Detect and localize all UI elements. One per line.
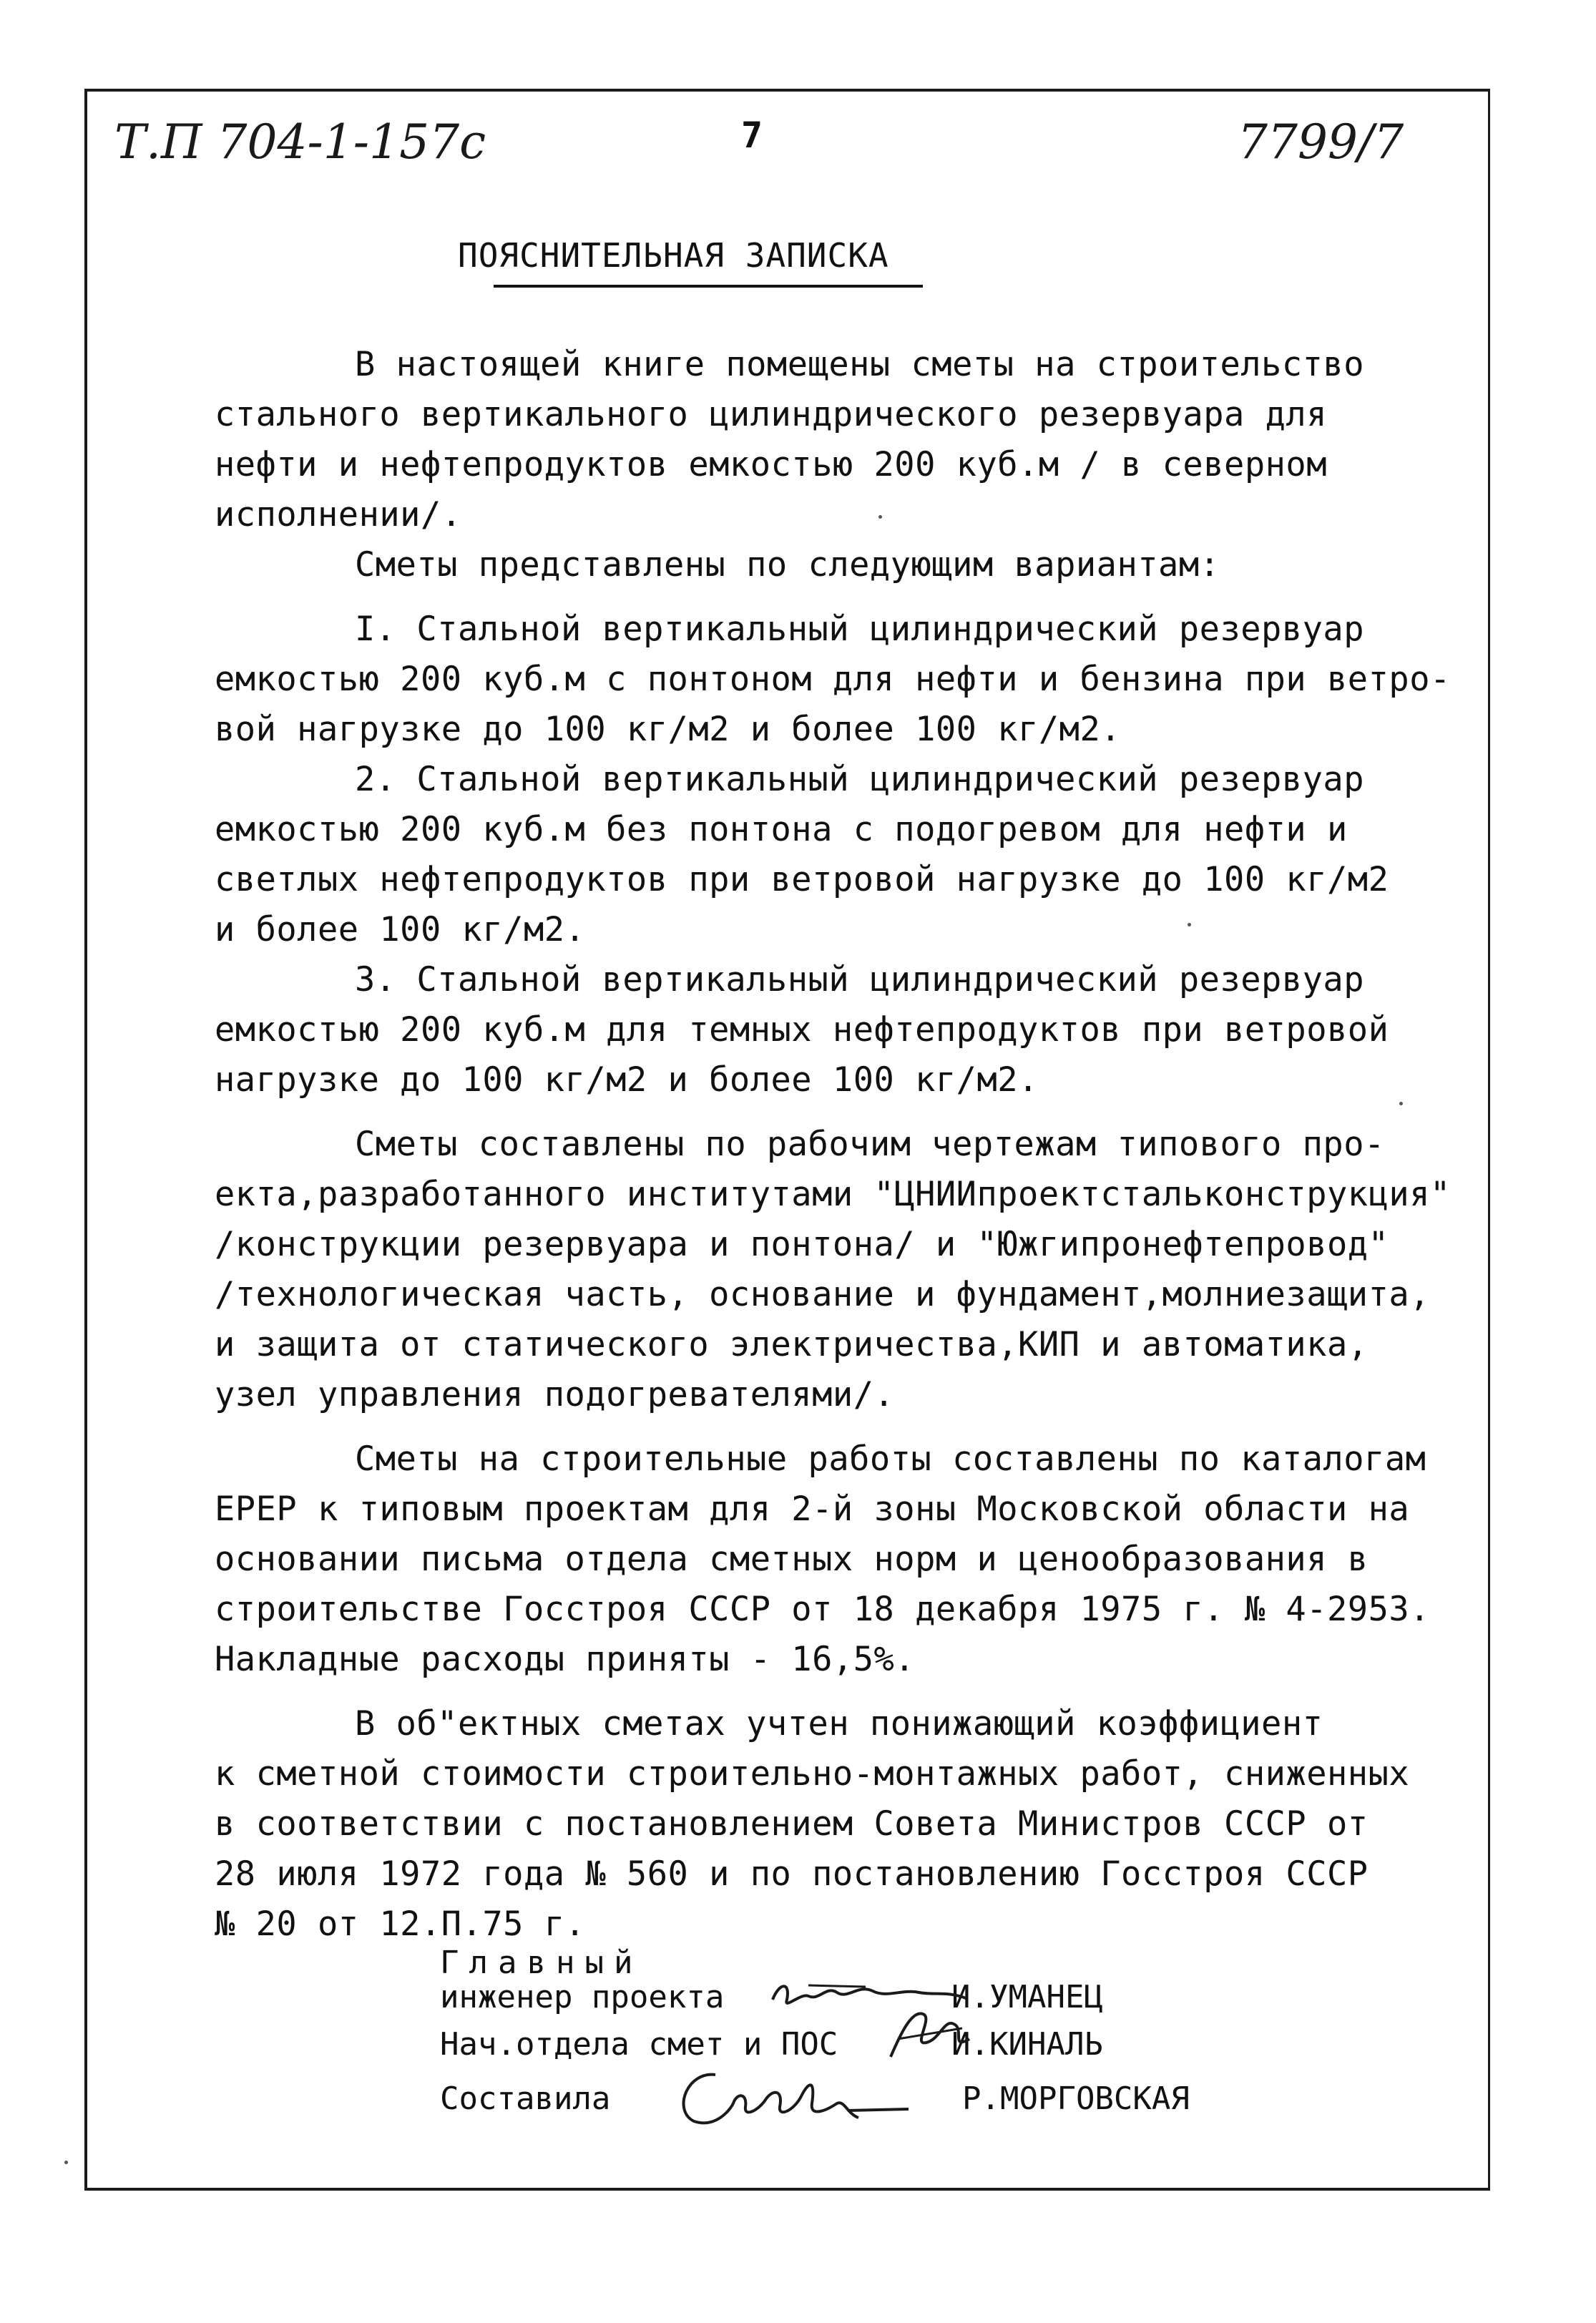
signature-name-morgovskaya: Р.МОРГОВСКАЯ — [962, 2080, 1190, 2117]
body-line: нагрузке до 100 кг/м2 и более 100 кг/м2. — [215, 1060, 1039, 1100]
body-line: Сметы представлены по следующим вариантам: — [355, 545, 1220, 585]
signature-position-head-estimates: Нач.отдела смет и ПОС — [440, 2026, 838, 2063]
body-line: /конструкции резервуара и понтона/ и "Южгипронефтепровод" — [215, 1225, 1389, 1264]
signature-position-chief-engineer: инженер проекта — [440, 1979, 725, 2015]
scan-speck — [1399, 1102, 1403, 1105]
signature-name-umanets: И.УМАНЕЦ — [951, 1979, 1103, 2015]
body-line: ЕРЕР к типовым проектам для 2-й зоны Московской области на — [215, 1490, 1410, 1529]
body-line: Накладные расходы приняты - 16,5%. — [215, 1640, 916, 1679]
body-line: 2. Стальной вертикальный цилиндрический резервуар — [355, 760, 1365, 799]
body-line: емкостью 200 куб.м с понтоном для нефти и бензина при ветро- — [215, 660, 1451, 699]
body-line: и защита от статического электричества,КИП и автоматика, — [215, 1325, 1369, 1364]
body-line: и более 100 кг/м2. — [215, 910, 586, 949]
signature-position-compiled-by: Составила — [440, 2080, 611, 2117]
scan-speck — [64, 2161, 68, 2164]
handwritten-signature-3 — [665, 2060, 966, 2132]
document-title: ПОЯСНИТЕЛЬНАЯ ЗАПИСКА — [458, 236, 889, 275]
signature-title-chief: Главный — [440, 1945, 643, 1981]
body-line: I. Стальной вертикальный цилиндрический резервуар — [355, 610, 1365, 649]
body-line: вой нагрузке до 100 кг/м2 и более 100 кг/м2. — [215, 710, 1122, 749]
body-line: екта,разработанного институтами "ЦНИИпроектстальконструкция" — [215, 1175, 1451, 1214]
document-code: Т.П 704-1-157с — [114, 114, 486, 170]
body-line: основании письма отдела сметных норм и ценообразования в — [215, 1540, 1369, 1579]
body-line: в соответствии с постановлением Совета Министров СССР от — [215, 1804, 1369, 1844]
body-line: В настоящей книге помещены сметы на строительство — [355, 345, 1365, 384]
handwritten-signature-2 — [883, 2003, 976, 2068]
body-line: стального вертикального цилиндрического резервуара для — [215, 395, 1328, 434]
body-line: емкостью 200 куб.м без понтона с подогревом для нефти и — [215, 810, 1348, 849]
title-underline — [494, 285, 923, 288]
archive-number: 7799/7 — [1238, 114, 1404, 170]
body-line: Сметы составлены по рабочим чертежам типового про- — [355, 1125, 1385, 1164]
body-line: Сметы на строительные работы составлены по каталогам — [355, 1439, 1426, 1479]
body-line: светлых нефтепродуктов при ветровой нагрузке до 100 кг/м2 — [215, 860, 1389, 899]
body-line: к сметной стоимости строительно-монтажных работ, сниженных — [215, 1754, 1410, 1794]
body-line: № 20 от 12.П.75 г. — [215, 1904, 586, 1944]
scan-speck — [878, 515, 882, 519]
scan-speck — [1188, 923, 1191, 926]
body-line: /технологическая часть, основание и фундамент,молниезащита, — [215, 1275, 1430, 1314]
body-line: 28 июля 1972 года № 560 и по постановлению Госстроя СССР — [215, 1854, 1369, 1894]
body-line: В об"ектных сметах учтен понижающий коэффициент — [355, 1704, 1323, 1744]
body-line: узел управления подогревателями/. — [215, 1375, 895, 1414]
page-number: 7 — [741, 114, 763, 156]
body-line: емкостью 200 куб.м для темных нефтепродуктов при ветровой — [215, 1010, 1389, 1050]
body-line: 3. Стальной вертикальный цилиндрический резервуар — [355, 960, 1365, 999]
body-line: исполнении/. — [215, 495, 462, 534]
body-line: нефти и нефтепродуктов емкостью 200 куб.м / в северном — [215, 445, 1328, 484]
signature-name-kinal: И.КИНАЛЬ — [951, 2026, 1103, 2063]
body-line: строительстве Госстроя СССР от 18 декабря 1975 г. № 4-2953. — [215, 1590, 1430, 1629]
